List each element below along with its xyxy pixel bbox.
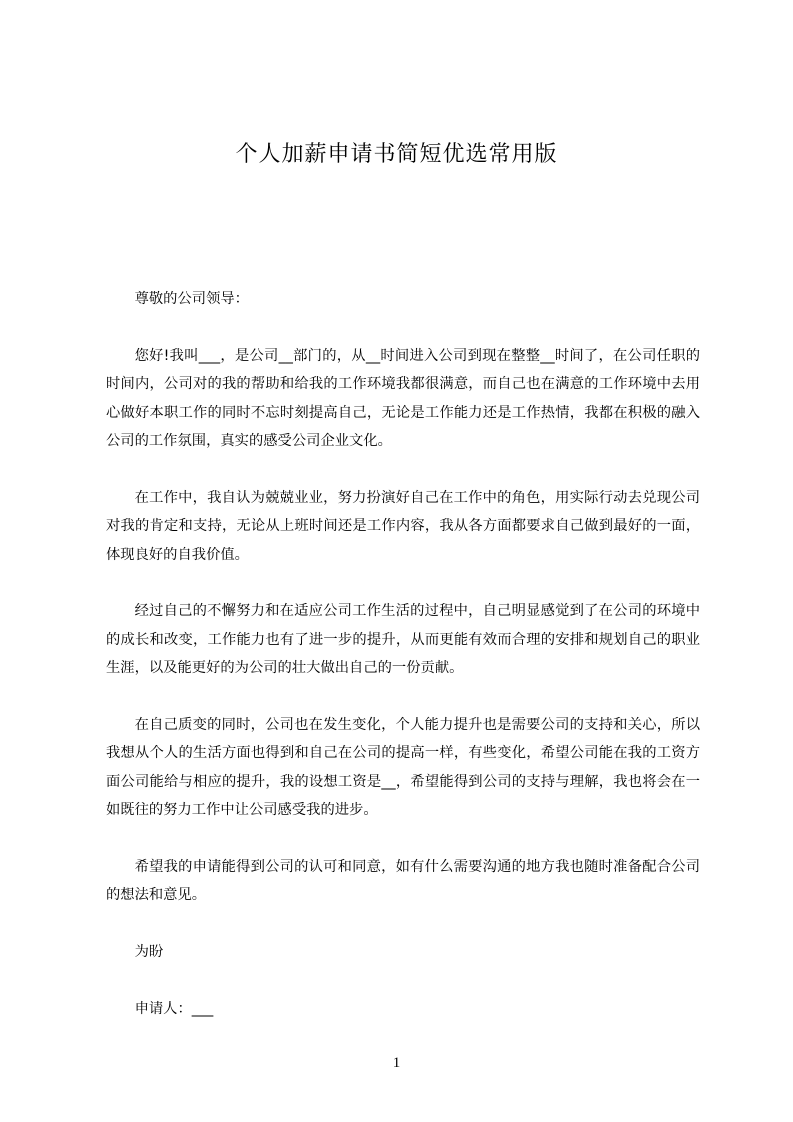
paragraph-work-attitude: 在工作中，我自认为兢兢业业，努力扮演好自己在工作中的角色，用实际行动去兑现公司对我的肯定和支持，无论从上班时间还是工作内容，我从各方面都要求自己做到最好的一面，体现良好的自我价值。 bbox=[106, 489, 700, 563]
paragraph-closing-hope: 希望我的申请能得到公司的认可和同意，如有什么需要沟通的地方我也随时准备配合公司的想法和意见。 bbox=[106, 859, 700, 904]
closing-phrase: 为盼 bbox=[134, 944, 164, 961]
document-title: 个人加薪申请书简短优选常用版 bbox=[235, 142, 558, 167]
page-number: 1 bbox=[392, 1055, 401, 1071]
paragraph-raise-request: 在自己质变的同时，公司也在发生变化，个人能力提升也是需要公司的支持和关心，所以我想从个人的生活方面也得到和自己在公司的提高一样，有些变化，希望公司能在我的工资方面公司能给与相应的提升，我的设想工资是__，希望能得到公司的支持与理解，我也将会在一如既往的努力工作中让公司感受我的进步。 bbox=[106, 717, 700, 819]
paragraph-growth: 经过自己的不懈努力和在适应公司工作生活的过程中，自己明显感觉到了在公司的环境中的成长和改变，工作能力也有了进一步的提升，从而更能有效而合理的安排和规划自己的职业生涯，以及能更好的为公司的壮大做出自己的一份贡献。 bbox=[106, 603, 700, 677]
salutation: 尊敬的公司领导： bbox=[134, 291, 249, 307]
signature-line: 申请人：___ bbox=[134, 1001, 214, 1018]
document-body bbox=[106, 285, 700, 1052]
paragraph-introduction: 您好!我叫___，是公司__部门的，从__时间进入公司到现在整整__时间了，在公司任职的时间内，公司对的我的帮助和给我的工作环境我都很满意，而自己也在满意的工作环境中去用心做好本职工作的同时不忘时刻提高自己，无论是工作能力还是工作热情，我都在积极的融入公司的工作氛围，真实的感受公司企业文化。 bbox=[106, 347, 700, 450]
